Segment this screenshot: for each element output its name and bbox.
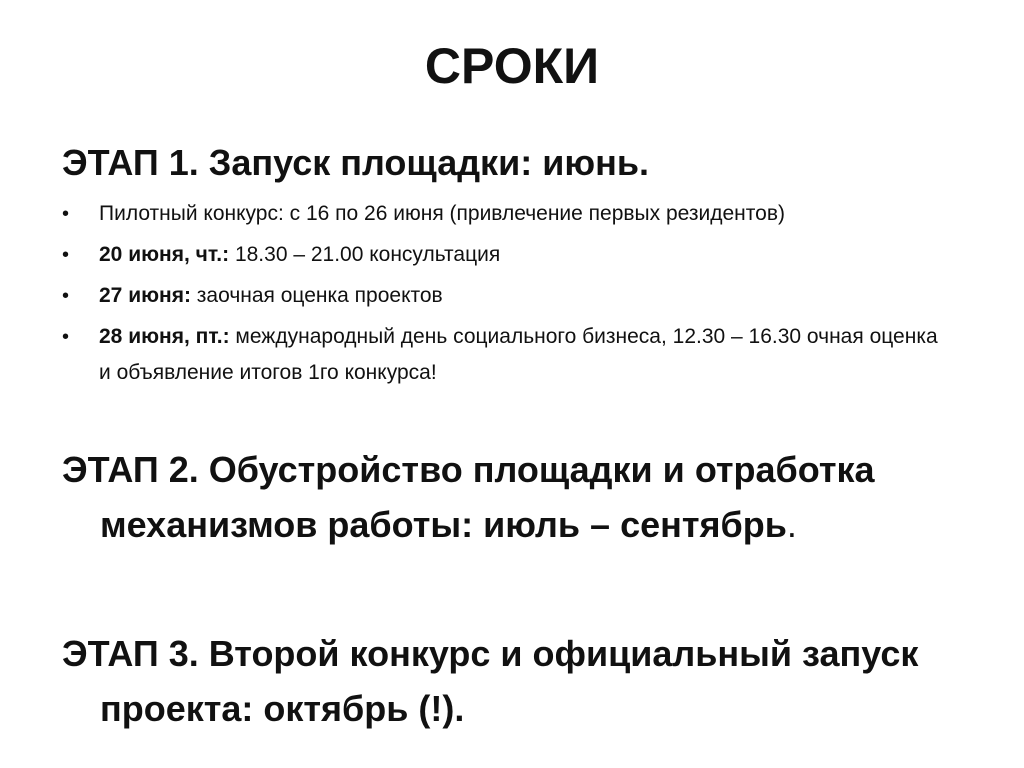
bullet-item [62, 278, 942, 314]
stage-2-heading [62, 442, 1000, 552]
bullet-text: заочная оценка проектов [190, 284, 443, 307]
bullet-marker: • [62, 285, 70, 307]
bullet-marker: • [62, 203, 70, 225]
bullet-bold-label: 20 июня, чт.: [99, 243, 230, 266]
stage-1-bullet-list [62, 196, 942, 396]
bullet-marker: • [62, 326, 70, 348]
slide-title: СРОКИ [424, 38, 600, 94]
bullet-item [62, 319, 942, 391]
bullet-text: 18.30 – 21.00 консультация [229, 243, 501, 266]
stage-2-heading-text: ЭТАП 2. Обустройство площадки и отработка механизмов работы: июль – сентябрь [62, 449, 875, 545]
bullet-text: Пилотный конкурс: с 16 по 26 июня (привлечение первых резидентов) [99, 202, 785, 225]
bullet-bold-label: 27 июня: [99, 284, 191, 307]
bullet-item [62, 237, 942, 273]
bullet-item [62, 196, 942, 232]
stage-1-heading: ЭТАП 1. Запуск площадки: июнь. [62, 142, 649, 183]
bullet-bold-label: 28 июня, пт.: [99, 325, 230, 348]
bullet-marker: • [62, 244, 70, 266]
bullet-text: международный день социального бизнеса, 12.30 – 16.30 очная оценка и объявление итогов 1го конкурса! [99, 325, 938, 384]
stage-2-heading-period: . [786, 504, 797, 545]
stage-3-heading: ЭТАП 3. Второй конкурс и официальный запуск проекта: октябрь (!). [62, 633, 919, 729]
